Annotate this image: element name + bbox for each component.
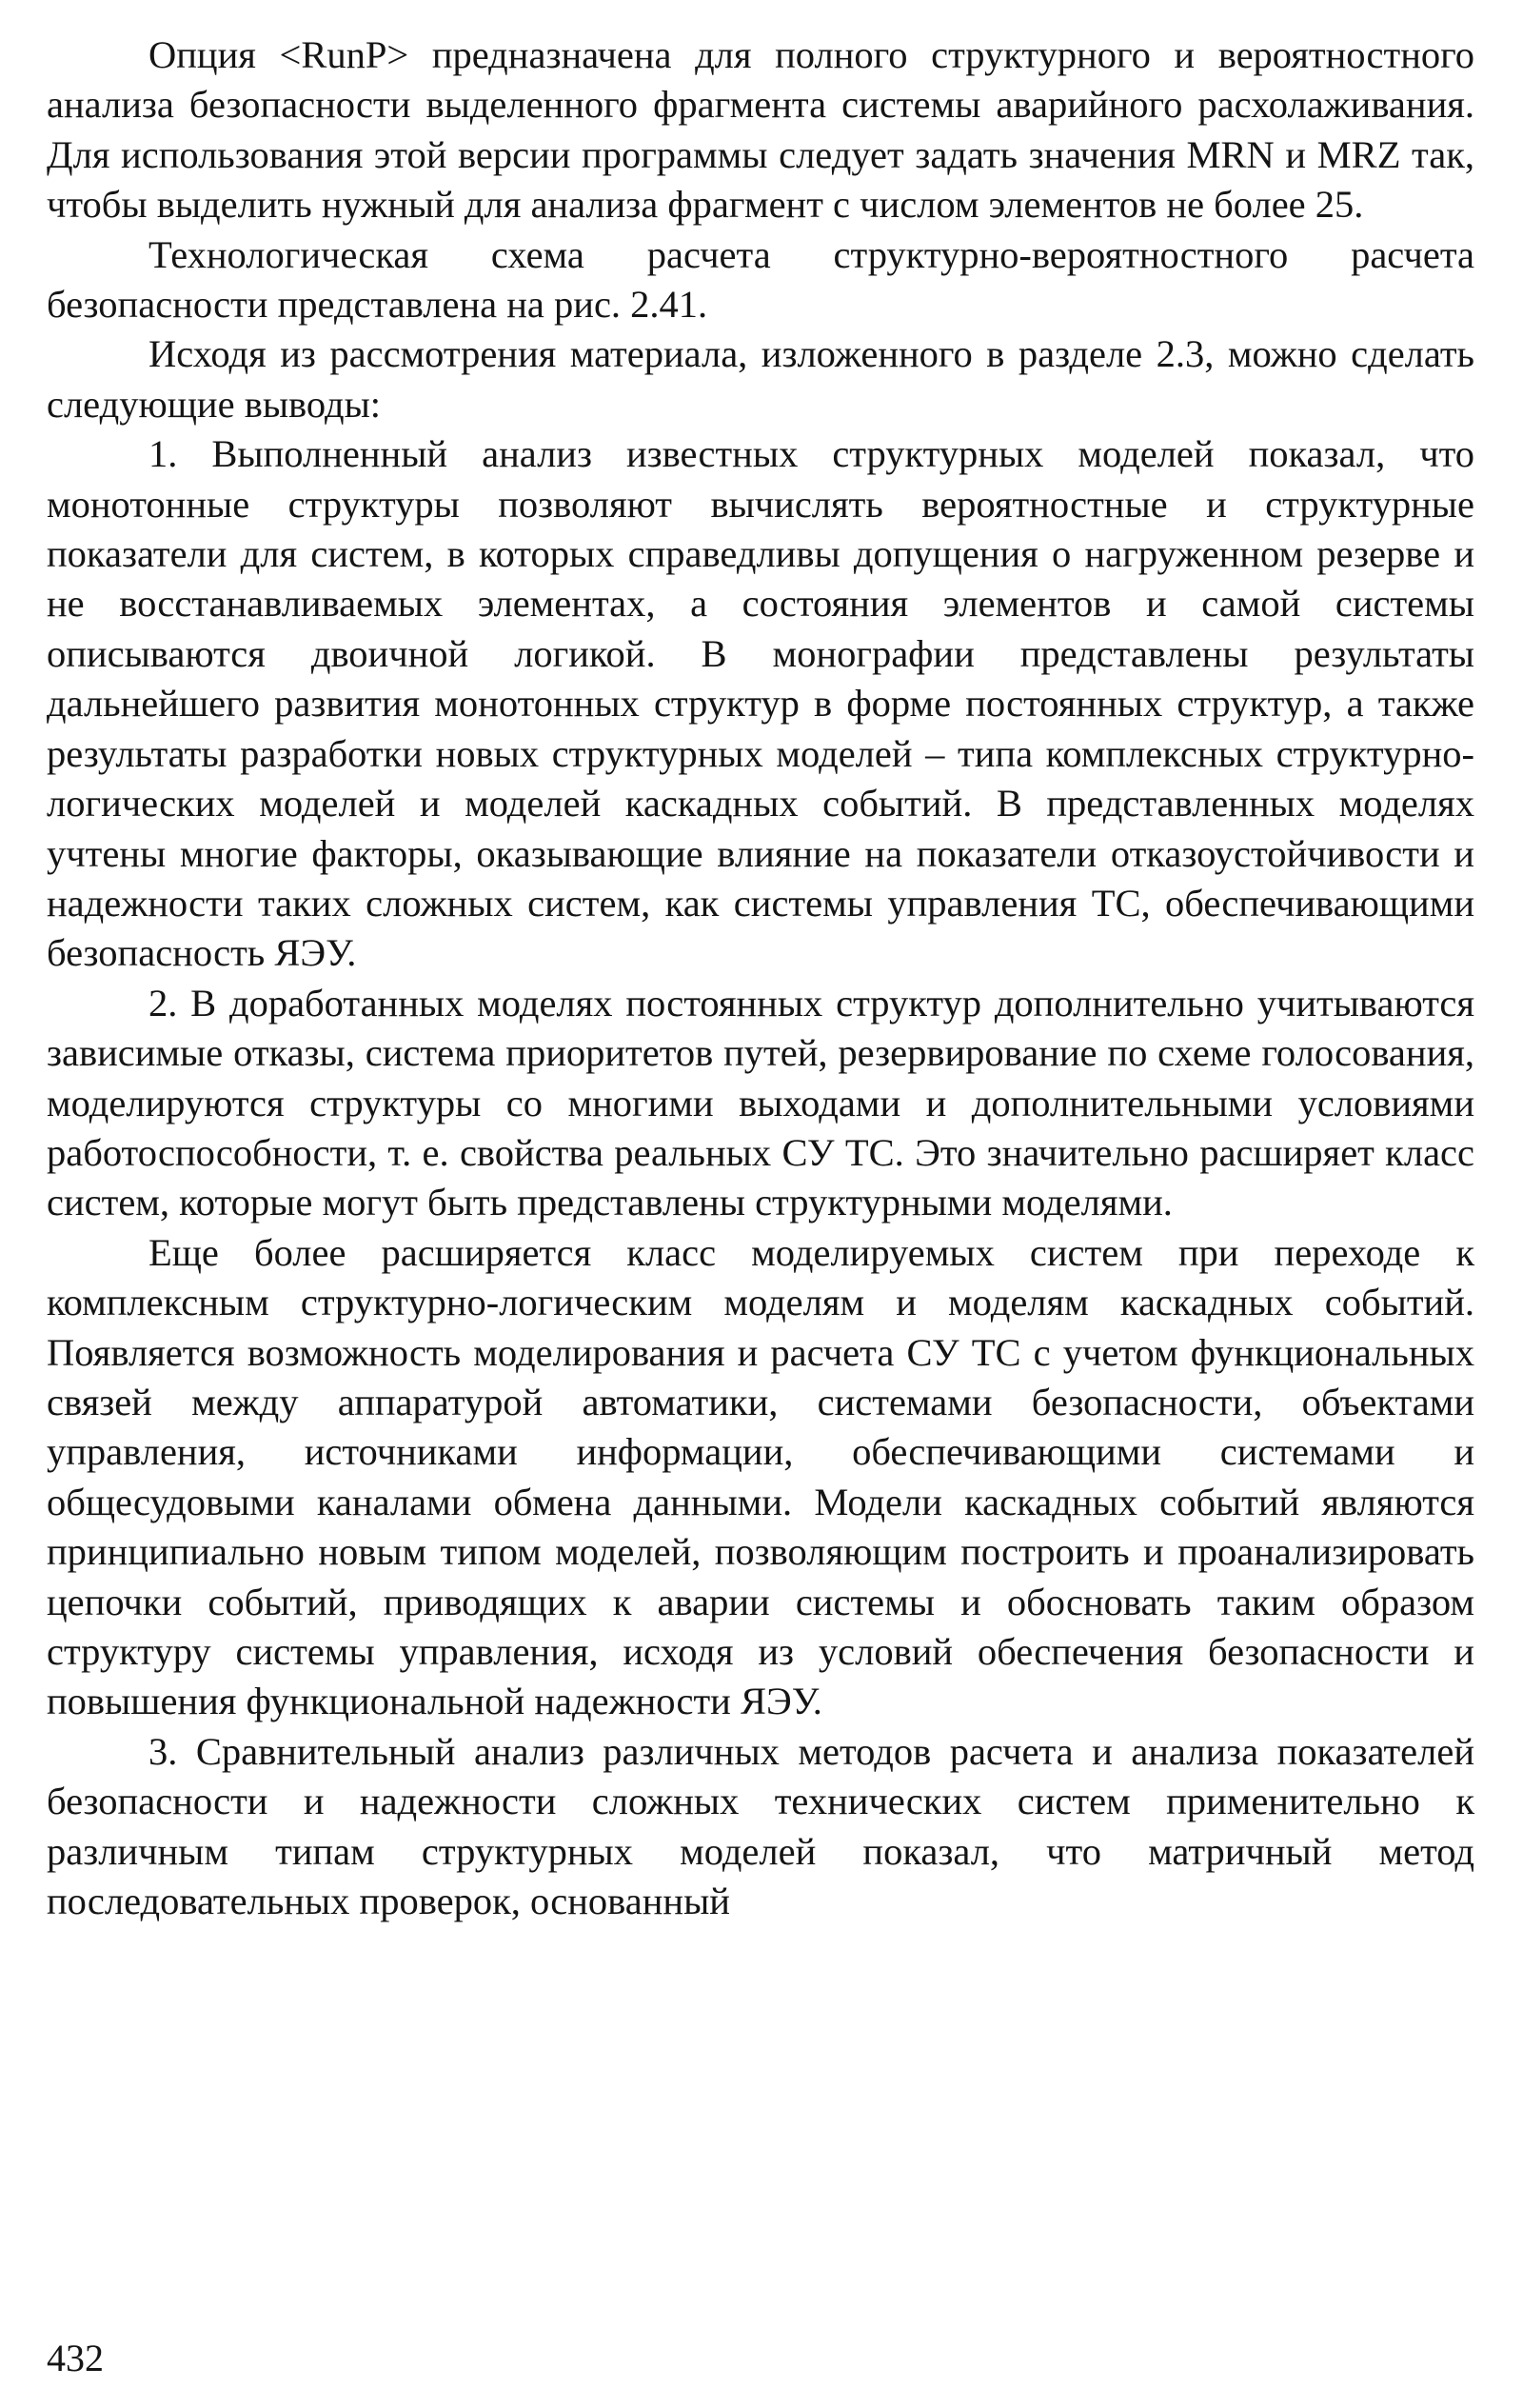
- paragraph-conclusion-3: 3. Сравнительный анализ различных методов расчета и анализа показателей безопасности и надежности сложных технических систем применительно к различным типам структурных моделей показал, что матричный метод последовательных проверок, основанный: [47, 1729, 1474, 1923]
- paragraph-conclusion-1: 1. Выполненный анализ известных структурных моделей показал, что монотонные структуры позволяют вычислять вероятностные и структурные показатели для систем, в которых справедливы допущения о нагруженном резерве и не восстанавливаемых элементах, а состояния элементов и самой системы описываются двоичной логикой. В монографии представлены результаты дальнейшего развития монотонных структур в форме постоянных структур, а также результаты разработки новых структурных моделей – типа комплексных структурно-логических моделей и моделей каскадных событий. В представленных моделях учтены многие факторы, оказывающие влияние на показатели отказоустойчивости и надежности таких сложных систем, как системы управления ТС, обеспечивающими безопасность ЯЭУ.: [47, 432, 1474, 975]
- paragraph-technological-scheme: Технологическая схема расчета структурно-вероятностного расчета безопасности представлена на рис. 2.41.: [47, 232, 1474, 327]
- page-body-text: [47, 30, 1474, 1926]
- paragraph-runp-option: Опция <RunP> предназначена для полного структурного и вероятностного анализа безопасности выделенного фрагмента системы аварийного расхолаживания. Для использования этой версии программы следует задать значения MRN и MRZ так, чтобы выделить нужный для анализа фрагмент с числом элементов не более 25.: [47, 33, 1474, 227]
- paragraph-conclusion-2: 2. В доработанных моделях постоянных структур дополнительно учитываются зависимые отказы, система приоритетов путей, резервирование по схеме голосования, моделируются структуры со многими выходами и дополнительными условиями работоспособности, т. е. свойства реальных СУ ТС. Это значительно расширяет класс систем, которые могут быть представлены структурными моделями.: [47, 981, 1474, 1224]
- paragraph-cascade-models: Еще более расширяется класс моделируемых систем при переходе к комплексным структурно-логическим моделям и моделям каскадных событий. Появляется возможность моделирования и расчета СУ ТС с учетом функциональных связей между аппаратурой автоматики, системами безопасности, объектами управления, источниками информации, обеспечивающими системами и общесудовыми каналами обмена данными. Модели каскадных событий являются принципиально новым типом моделей, позволяющим построить и проанализировать цепочки событий, приводящих к аварии системы и обосновать таким образом структуру системы управления, исходя из условий обеспечения безопасности и повышения функциональной надежности ЯЭУ.: [47, 1230, 1474, 1723]
- paragraph-conclusions-intro: Исходя из рассмотрения материала, изложенного в разделе 2.3, можно сделать следующие выводы:: [47, 332, 1474, 426]
- page-number: 432: [47, 2337, 104, 2379]
